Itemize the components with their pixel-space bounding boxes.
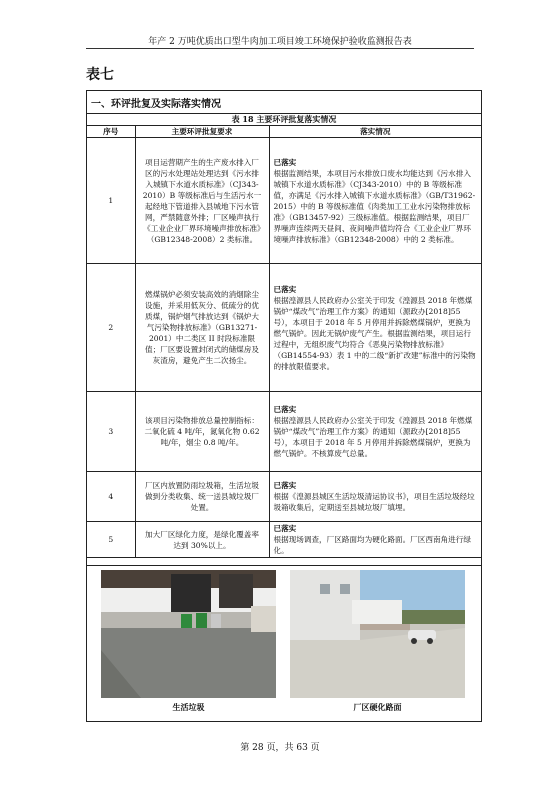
- content-frame: [86, 90, 482, 722]
- table-row: [87, 522, 481, 558]
- result-text: 根据湟源县人民政府办公室关于印发《湟源县 2018 年燃煤锅炉“煤改气”治理工作方案》的通知（源政办[2018]55 号），本项目于 2018 年 5 月停用并拆除燃煤锅炉，更换为燃气锅炉。不核算废气总量。: [273, 416, 473, 458]
- photo-caption-right: 厂区硬化路面: [353, 702, 402, 712]
- status-label: 已落实: [273, 405, 297, 414]
- hardened-road-photo: [290, 570, 465, 698]
- table-row: [87, 472, 481, 522]
- garbage-bins-image: [101, 570, 276, 698]
- page-footer: 第 28 页，共 63 页: [240, 743, 320, 753]
- requirement-cell: 燃煤锅炉必须安装高效的消烟除尘设施，并采用低灰分、低硫分的优质煤，锅炉烟气排放达到《锅炉大气污染物排放标准》（GB13271-2001）中二类区 II 时段标准限值；厂区要设置封闭式的储煤房及灰渣房，避免产生二次扬尘。: [135, 264, 269, 392]
- garbage-bins-photo: [101, 570, 276, 698]
- status-label: 已落实: [273, 524, 297, 533]
- status-label: 已落实: [273, 481, 297, 490]
- photo-caption-left: 生活垃圾: [172, 702, 205, 712]
- running-header: 年产 2 万吨优质出口型牛肉加工项目竣工环境保护验收监测报告表: [148, 37, 412, 47]
- table-row: [87, 138, 481, 264]
- row-number: 2: [87, 264, 135, 392]
- frame-title: 一、环评批复及实际落实情况: [91, 99, 221, 110]
- approval-table: [87, 125, 481, 558]
- table-header-row: [87, 126, 481, 138]
- table-row: [87, 392, 481, 472]
- status-label: 已落实: [273, 157, 297, 167]
- column-header: 落实情况: [269, 126, 481, 138]
- column-header: 主要环评批复要求: [135, 126, 269, 138]
- table-caption: 表 18 主要环评批复落实情况: [87, 113, 481, 125]
- row-number: 5: [87, 522, 135, 558]
- row-number: 3: [87, 392, 135, 472]
- table-row: [87, 264, 481, 392]
- result-text: 根据《湟源县城区生活垃圾清运协议书》，项目生活垃圾经垃圾箱收集后，定期送至县城垃圾厂填埋。: [273, 492, 475, 512]
- result-cell: [269, 264, 481, 392]
- result-cell: [269, 472, 481, 522]
- result-cell: [269, 138, 481, 264]
- result-cell: [269, 522, 481, 558]
- column-header: 序号: [87, 126, 135, 138]
- header-rule: [86, 48, 474, 49]
- result-text: 根据湟源县人民政府办公室关于印发《湟源县 2018 年燃煤锅炉“煤改气”治理工作方案》的通知（源政办[2018]55 号），本项目于 2018 年 5 月停用并拆除燃煤锅炉，更换为燃气锅炉。因此无锅炉废气产生。根据监测结果，项目运行过程中，无组织废气均符合《恶臭污染物排放标准》（GB14554-93）表 1 中的二级“新扩改建”标准中的污染物的排放限值要求。: [273, 295, 476, 371]
- requirement-cell: 项目运营期产生的生产废水排入厂区的污水处理站处理达到《污水排入城镇下水道水质标准》（CJ343-2010）B 等级标准后与生活污水一起经地下管道排入县城地下污水管网，严禁随意外排；厂区噪声执行《工业企业厂界环境噪声排放标准》（GB12348-2008）2 类标准。: [135, 138, 269, 264]
- result-text: 根据现场调查，厂区路面均为硬化路面。厂区西南角进行绿化。: [273, 535, 471, 555]
- row-number: 1: [87, 138, 135, 264]
- section-label: 表七: [86, 67, 114, 83]
- requirement-cell: 加大厂区绿化力度，是绿化覆盖率达到 30%以上。: [135, 522, 269, 558]
- row-number: 4: [87, 472, 135, 522]
- hardened-road-image: [290, 570, 465, 698]
- requirement-cell: 厂区内放置防雨垃圾箱，生活垃圾做到分类收集、统一送县城垃圾厂处置。: [135, 472, 269, 522]
- requirement-cell: 该项目污染物排放总量控制指标：二氧化硫 4 吨/年，氮氧化物 0.62 吨/年，烟尘 0.8 吨/年。: [135, 392, 269, 472]
- status-label: 已落实: [273, 284, 297, 294]
- result-text: 根据监测结果，本项目污水排放口废水均能达到《污水排入城镇下水道水质标准》（CJ343-2010）中的 B 等级标准值，亦满足《污水排入城镇下水道水质标准》（GB/T31962-2015）中的 B 等级标准值《肉类加工工业水污染物排放标准》（GB13457-92）三级标准值。根据监测结果，项目厂界噪声连续两天昼间、夜间噪声值均符合《工业企业厂界环境噪声排放标准》（GB12348-2008）中的 2 类标准。: [273, 168, 476, 244]
- result-cell: [269, 392, 481, 472]
- photo-panel: [87, 565, 481, 721]
